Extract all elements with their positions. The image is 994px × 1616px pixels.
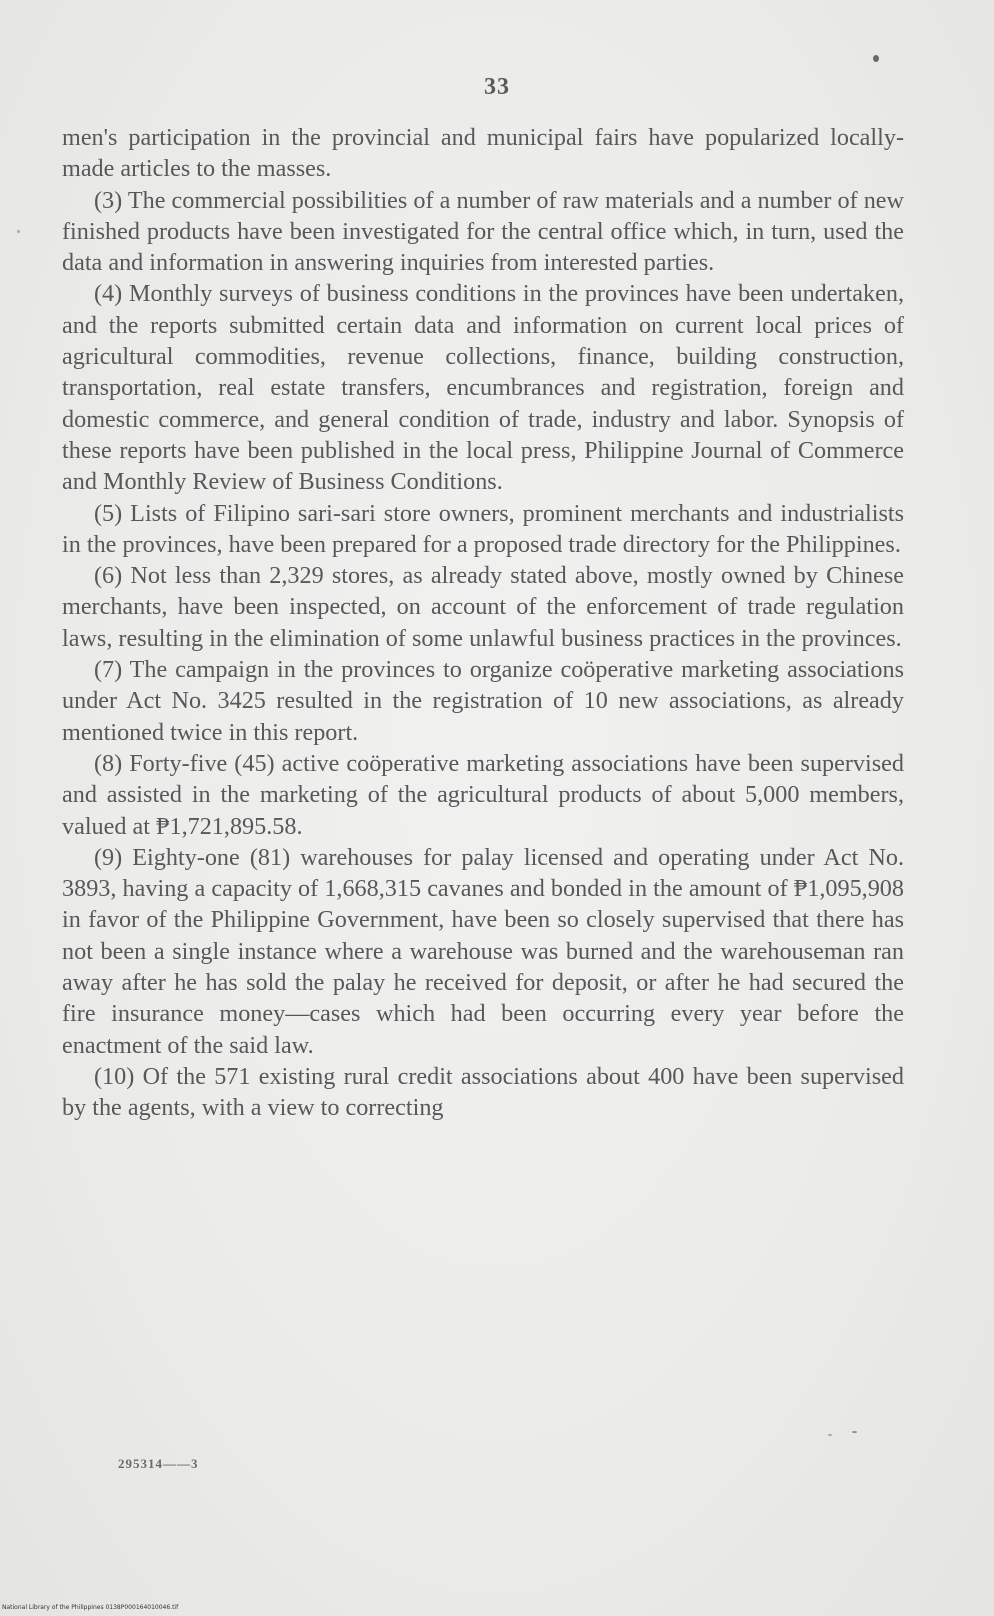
body-text (62, 122, 904, 1124)
ink-speck (828, 1434, 832, 1436)
signature-mark: 295314——3 (118, 1456, 199, 1471)
paragraph-item-10: (10) Of the 571 existing rural credit associations about 400 have been supervised by the agents, with a view to correcting (62, 1062, 904, 1122)
ink-speck (852, 1431, 857, 1433)
paragraph-item-5: (5) Lists of Filipino sari-sari store owners, prominent merchants and industrialists in the provinces, have been prepared for a proposed trade directory for the Philippines. (62, 499, 904, 558)
page-number: 33 (484, 74, 510, 100)
paragraph-item-9: (9) Eighty-one (81) warehouses for palay licensed and operating under Act No. 3893, having a capacity of 1,668,315 cavanes and bonded in the amount of ₱1,095,908 in favor of the Philippine Government, have been so closely supervised that there has not been a single instance where a warehouse was burned and the warehouseman ran away after he has sold the palay he received for deposit, or after he had secured the fire insurance money—cases which had been occurring every year before the enactment of the said law. (62, 843, 904, 1059)
scan-credit-footer: National Library of the Philippines 0138P000164010046.tif (2, 1604, 179, 1611)
paragraph-item-7: (7) The campaign in the provinces to organize coöperative marketing associations under Act No. 3425 resulted in the registration of 10 new associations, as already mentioned twice in this report. (62, 656, 904, 746)
ink-speck (17, 230, 20, 233)
paragraph-continuation: men's participation in the provincial and municipal fairs have popularized locally-made articles to the masses. (62, 124, 904, 183)
paragraph-item-6: (6) Not less than 2,329 stores, as already stated above, mostly owned by Chinese merchants, have been inspected, on account of the enforcement of trade regulation laws, resulting in the elimination of some unlawful business practices in the provinces. (62, 562, 904, 652)
paragraph-item-4: (4) Monthly surveys of business conditions in the provinces have been undertaken, and the reports submitted certain data and information on current local prices of agricultural commodities, revenue collections, finance, building construction, transportation, real estate transfers, encumbrances and registration, foreign and domestic commerce, and general condition of trade, industry and labor. Synopsis of these reports have been published in the local press, Philippine Journal of Commerce and Monthly Review of Business Conditions. (62, 280, 904, 496)
paragraph-item-3: (3) The commercial possibilities of a number of raw materials and a number of new finished products have been investigated for the central office which, in turn, used the data and information in answering inquiries from interested parties. (62, 186, 904, 277)
ink-speck (873, 55, 879, 62)
paragraph-item-8: (8) Forty-five (45) active coöperative marketing associations have been supervised and assisted in the marketing of the agricultural products of about 5,000 members, valued at ₱1,721,895.58. (62, 749, 904, 840)
